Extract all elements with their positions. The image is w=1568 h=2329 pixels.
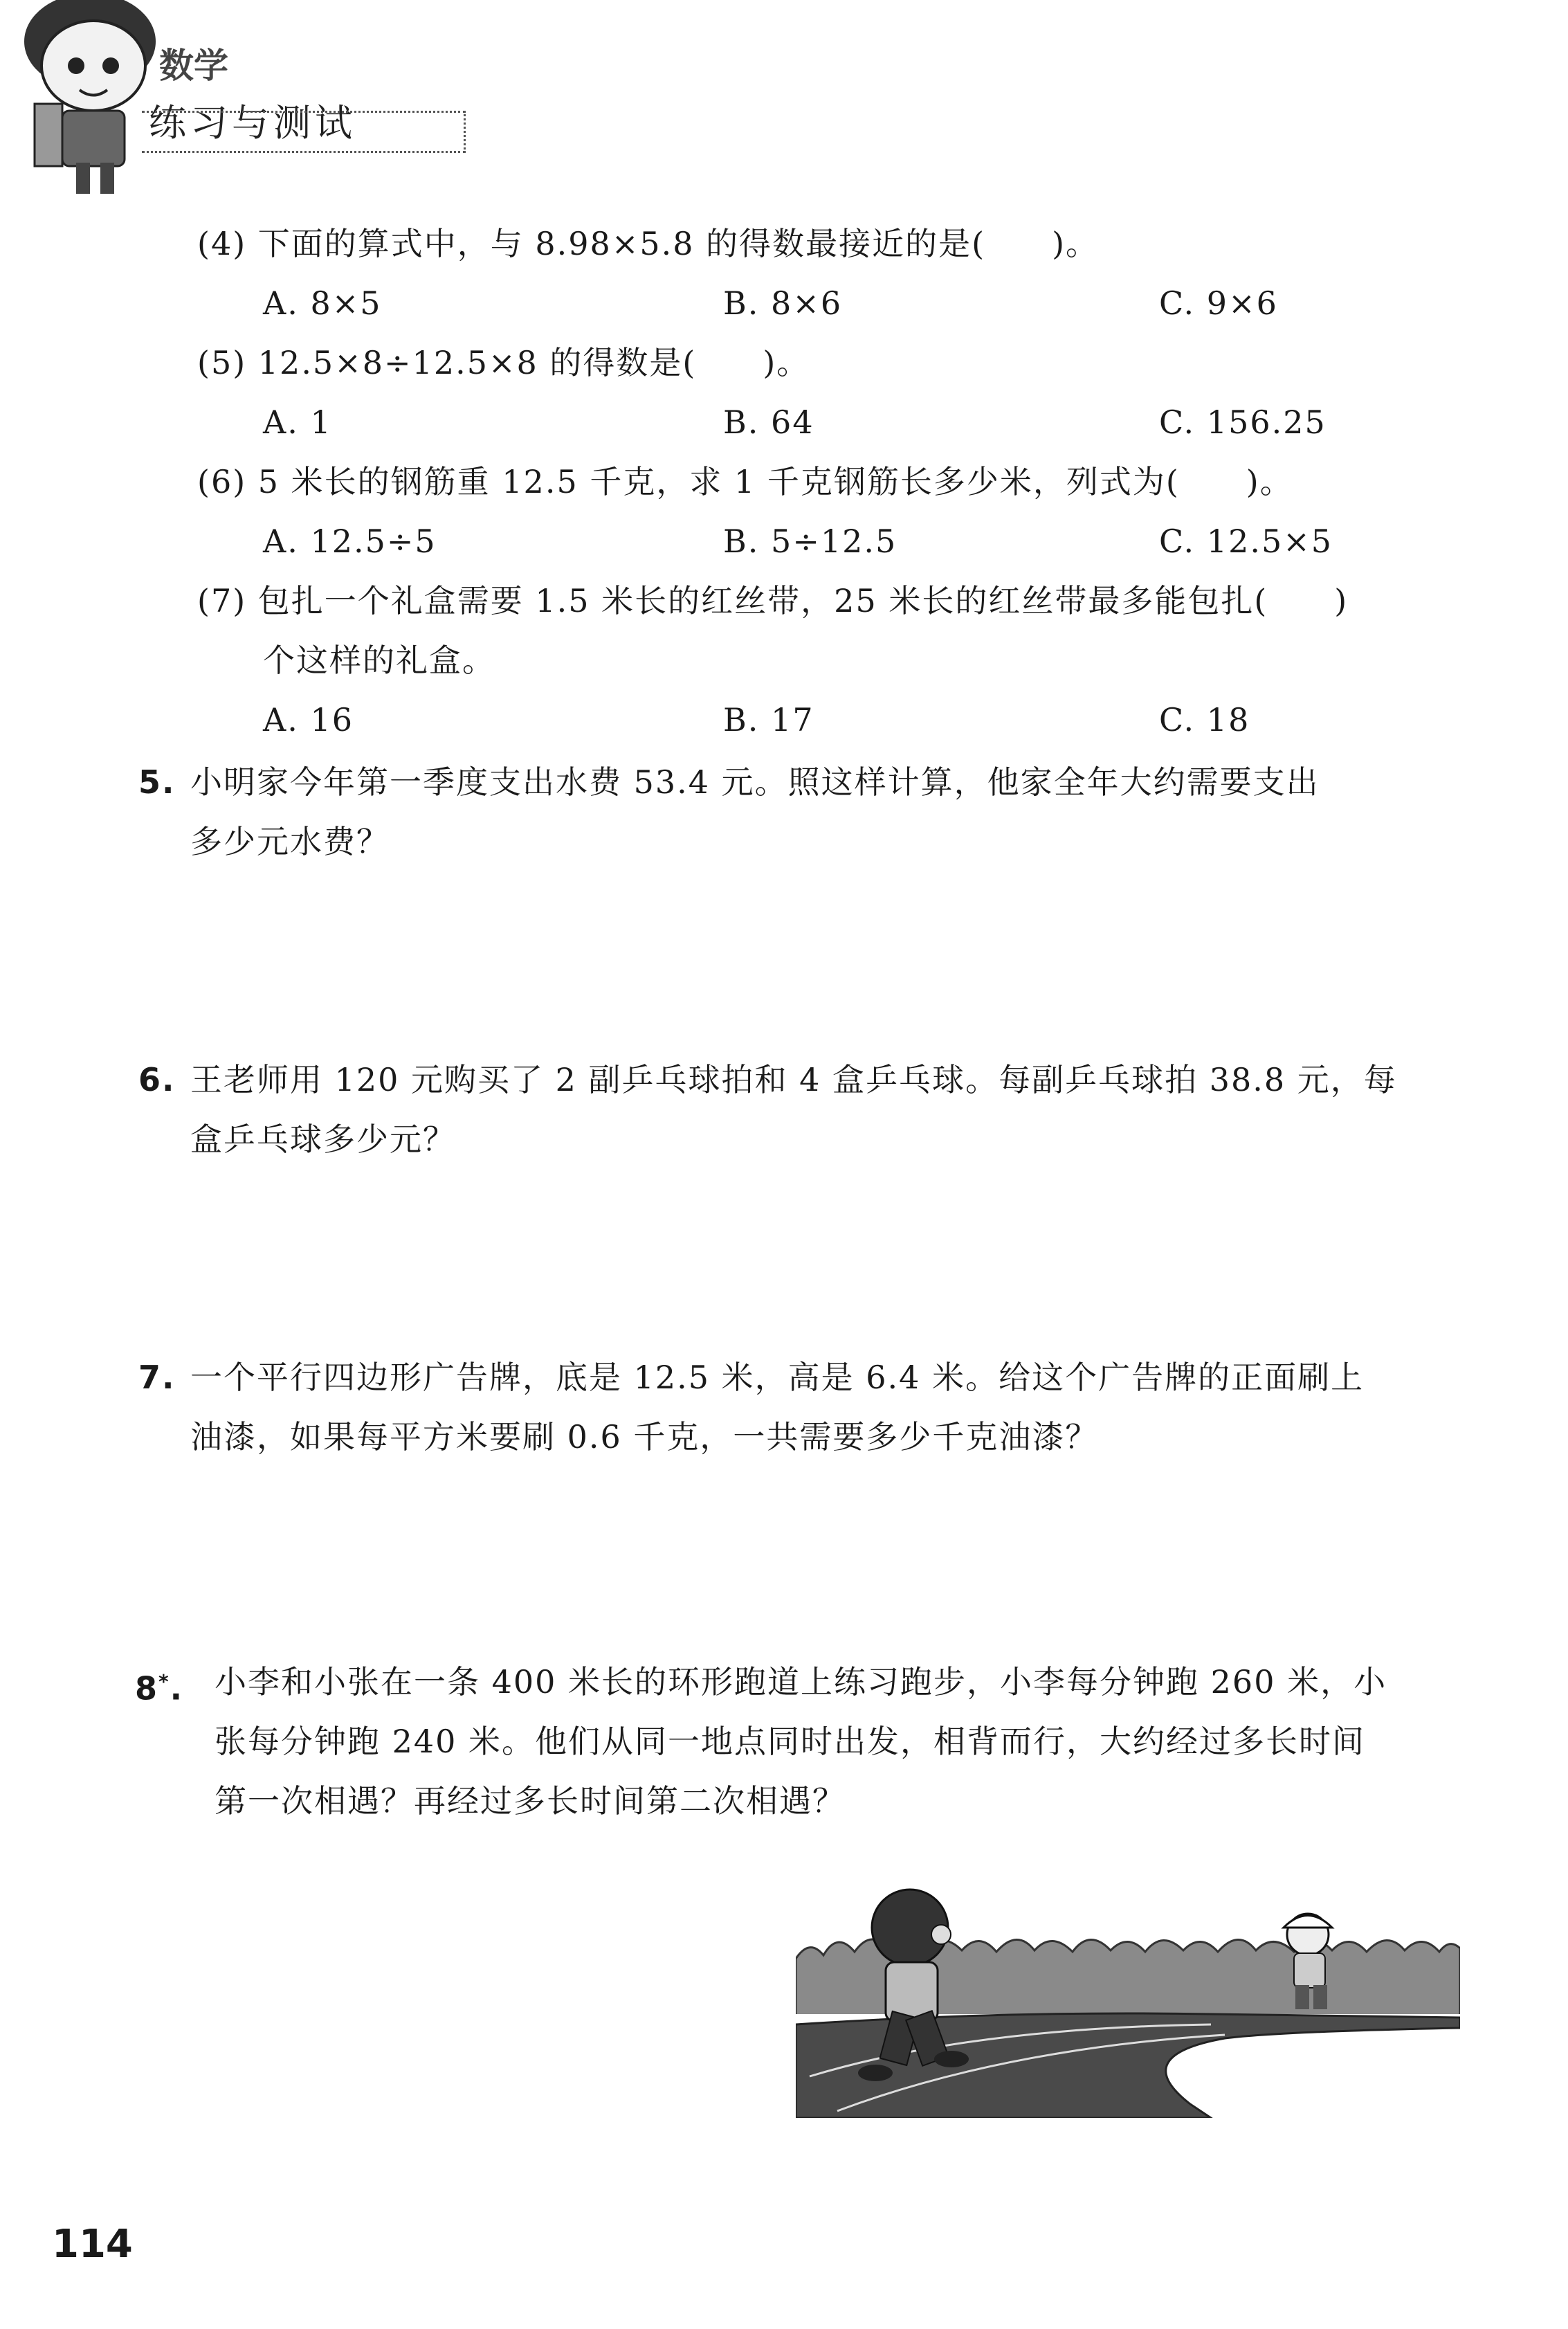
q8-star: * <box>158 1670 170 1693</box>
q5-text-line1: 小明家今年第一季度支出水费 53.4 元。照这样计算，他家全年大约需要支出 <box>190 763 1320 801</box>
q8-number-digit: 8 <box>135 1669 159 1707</box>
q4-7-option-a: A. 16 <box>263 701 354 738</box>
q8-text-line1: 小李和小张在一条 400 米长的环形跑道上练习跑步，小李每分钟跑 260 米，小 <box>215 1663 1387 1701</box>
q4-4-option-b: B. 8×6 <box>723 284 843 322</box>
q4-5-option-a: A. 1 <box>263 404 332 441</box>
q8-text-line3: 第一次相遇？再经过多长时间第二次相遇？ <box>215 1782 846 1820</box>
q8-number <box>135 1661 183 1709</box>
q4-4-option-a: A. 8×5 <box>263 284 382 322</box>
q4-6-option-a: A. 12.5÷5 <box>263 523 437 560</box>
q4-5-stem: (5) 12.5×8÷12.5×8 的得数是( )。 <box>197 344 810 381</box>
q6-text-line1: 王老师用 120 元购买了 2 副乒乓球拍和 4 盒乒乓球。每副乒乓球拍 38.8 元，每 <box>190 1061 1397 1098</box>
q6-text-line2: 盒乒乓球多少元？ <box>190 1121 456 1158</box>
running-track-illustration <box>796 1869 1460 2118</box>
q7-text-line1: 一个平行四边形广告牌，底是 12.5 米，高是 6.4 米。给这个广告牌的正面刷上 <box>190 1359 1365 1396</box>
q4-6-stem: (6) 5 米长的钢筋重 12.5 千克，求 1 千克钢筋长多少米，列式为( )。 <box>197 463 1293 500</box>
q8-dot: . <box>170 1669 184 1707</box>
page-number: 114 <box>52 2222 133 2267</box>
q4-6-option-c: C. 12.5×5 <box>1159 523 1333 560</box>
title-frame <box>142 111 466 153</box>
book-title: 练习与测试 <box>149 101 356 145</box>
q7-text-line2: 油漆，如果每平方米要刷 0.6 千克，一共需要多少千克油漆？ <box>190 1418 1099 1456</box>
q5-number: 5. <box>138 763 176 801</box>
q4-7-option-c: C. 18 <box>1159 701 1250 738</box>
q4-5-option-c: C. 156.25 <box>1159 404 1327 441</box>
subject-label: 数学 <box>159 46 228 86</box>
q8-text-line2: 张每分钟跑 240 米。他们从同一地点同时出发，相背而行，大约经过多长时间 <box>215 1723 1366 1760</box>
q4-5-option-b: B. 64 <box>723 404 814 441</box>
q4-4-stem: (4) 下面的算式中，与 8.98×5.8 的得数最接近的是( )。 <box>197 225 1100 262</box>
q5-text-line2: 多少元水费？ <box>190 823 390 860</box>
q6-number: 6. <box>138 1061 176 1098</box>
q4-7-stem-continued: 个这样的礼盒。 <box>263 642 495 679</box>
q4-4-option-c: C. 9×6 <box>1159 284 1278 322</box>
q4-7-option-b: B. 17 <box>723 701 814 738</box>
q7-number: 7. <box>138 1359 176 1396</box>
q4-7-stem: (7) 包扎一个礼盒需要 1.5 米长的红丝带，25 米长的红丝带最多能包扎( ) <box>197 582 1349 619</box>
q4-6-option-b: B. 5÷12.5 <box>723 523 897 560</box>
